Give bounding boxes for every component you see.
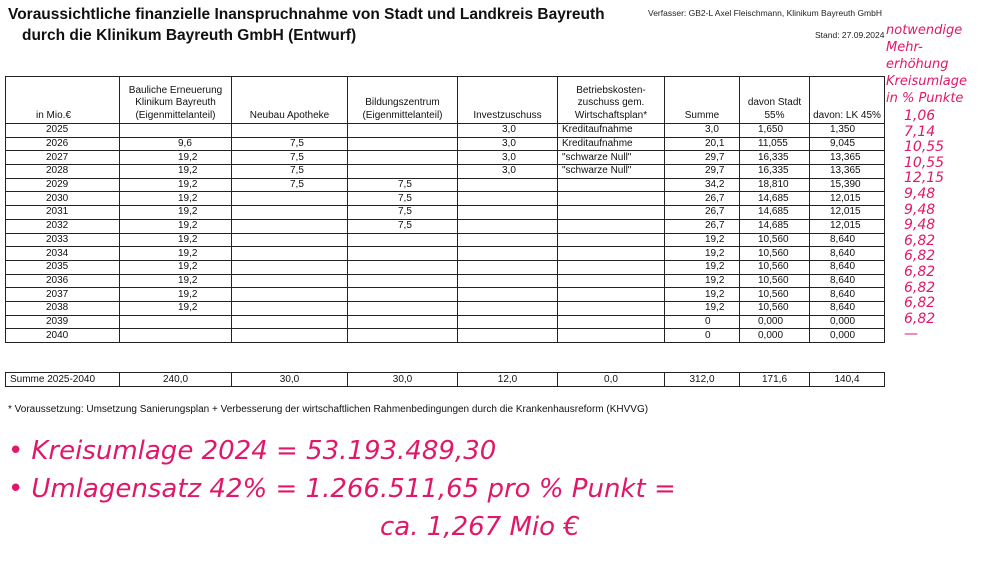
cell-bildungszentrum — [348, 260, 458, 274]
cell-bildungszentrum — [348, 233, 458, 247]
cell-davon-stadt: 14,685 — [740, 192, 810, 206]
cell-summe: 19,2 — [665, 233, 740, 247]
cell-davon-stadt: 10,560 — [740, 274, 810, 288]
cell-bauliche-erneuerung — [120, 124, 232, 138]
cell-neubau-apotheke — [232, 288, 348, 302]
cell-year: 2036 — [6, 274, 120, 288]
cell-summe: 0 — [665, 329, 740, 343]
cell-davon-lk: 8,640 — [810, 247, 885, 261]
table-row — [6, 165, 885, 179]
cell-betriebskostenzuschuss — [558, 219, 665, 233]
handwritten-line-1: • Kreisumlage 2024 = 53.193.489,30 — [8, 436, 497, 466]
cell-bildungszentrum: 7,5 — [348, 192, 458, 206]
cell-davon-stadt: 11,055 — [740, 137, 810, 151]
cell-davon-lk: 13,365 — [810, 151, 885, 165]
cell-bauliche-erneuerung: 19,2 — [120, 219, 232, 233]
sum-row — [6, 373, 885, 387]
cell-bauliche-erneuerung: 19,2 — [120, 301, 232, 315]
cell-summe: 19,2 — [665, 274, 740, 288]
cell-davon-lk: 8,640 — [810, 233, 885, 247]
cell-davon-lk: 0,000 — [810, 315, 885, 329]
cell-davon-lk: 8,640 — [810, 274, 885, 288]
table-row — [6, 137, 885, 151]
side-note-line: in % Punkte — [886, 91, 964, 106]
handwritten-side-note — [886, 22, 998, 343]
cell-davon-stadt: 10,560 — [740, 247, 810, 261]
cell-betriebskostenzuschuss — [558, 206, 665, 220]
cell-bildungszentrum — [348, 301, 458, 315]
cell-summe: 26,7 — [665, 206, 740, 220]
cell-davon-stadt: 14,685 — [740, 219, 810, 233]
cell-neubau-apotheke: 7,5 — [232, 151, 348, 165]
handwritten-line-1-text: Kreisumlage 2024 = 53.193.489,30 — [31, 436, 497, 466]
cell-bauliche-erneuerung: 19,2 — [120, 178, 232, 192]
sum-cell-year: Summe 2025-2040 — [6, 373, 120, 387]
cell-betriebskostenzuschuss — [558, 178, 665, 192]
table-row — [6, 151, 885, 165]
cell-investzuschuss — [458, 301, 558, 315]
cell-bauliche-erneuerung: 19,2 — [120, 247, 232, 261]
sum-cell-summe: 312,0 — [665, 373, 740, 387]
cell-summe: 19,2 — [665, 247, 740, 261]
cell-bildungszentrum — [348, 315, 458, 329]
cell-davon-stadt: 10,560 — [740, 288, 810, 302]
side-value: 12,15 — [904, 170, 945, 187]
cell-bauliche-erneuerung: 19,2 — [120, 274, 232, 288]
cell-bauliche-erneuerung — [120, 315, 232, 329]
cell-investzuschuss — [458, 315, 558, 329]
sum-cell-davon-lk: 140,4 — [810, 373, 885, 387]
side-note-line: Mehr- — [886, 40, 923, 55]
cell-summe: 20,1 — [665, 137, 740, 151]
cell-bildungszentrum — [348, 165, 458, 179]
cell-davon-stadt: 10,560 — [740, 233, 810, 247]
cell-neubau-apotheke: 7,5 — [232, 178, 348, 192]
cell-bildungszentrum — [348, 247, 458, 261]
cell-bildungszentrum — [348, 288, 458, 302]
column-header-bauliche-erneuerung: Bauliche Erneuerung Klinikum Bayreuth (Eigenmittelanteil) — [120, 77, 232, 124]
cell-neubau-apotheke — [232, 124, 348, 138]
title-line-1: Voraussichtliche finanzielle Inanspruchnahme von Stadt und Landkreis Bayreuth — [8, 6, 605, 23]
cell-investzuschuss — [458, 219, 558, 233]
cell-investzuschuss: 3,0 — [458, 165, 558, 179]
handwritten-line-2: • Umlagensatz 42% = 1.266.511,65 pro % Punkt = — [8, 474, 676, 504]
cell-davon-lk: 9,045 — [810, 137, 885, 151]
cell-davon-stadt: 18,810 — [740, 178, 810, 192]
column-header-davon-stadt: davon Stadt 55% — [740, 77, 810, 124]
cell-bauliche-erneuerung: 19,2 — [120, 288, 232, 302]
cell-bildungszentrum — [348, 137, 458, 151]
side-note-line: notwendige — [886, 23, 963, 38]
cell-investzuschuss — [458, 274, 558, 288]
cell-betriebskostenzuschuss — [558, 192, 665, 206]
cell-bildungszentrum — [348, 274, 458, 288]
table-row — [6, 247, 885, 261]
cell-year: 2034 — [6, 247, 120, 261]
cell-neubau-apotheke: 7,5 — [232, 137, 348, 151]
cell-investzuschuss — [458, 247, 558, 261]
cell-bauliche-erneuerung: 19,2 — [120, 165, 232, 179]
side-note-line: erhöhung — [886, 57, 949, 72]
sum-cell-neubau-apotheke: 30,0 — [232, 373, 348, 387]
cell-investzuschuss — [458, 206, 558, 220]
cell-bauliche-erneuerung: 19,2 — [120, 260, 232, 274]
cell-investzuschuss: 3,0 — [458, 151, 558, 165]
cell-year: 2030 — [6, 192, 120, 206]
cell-davon-lk: 8,640 — [810, 301, 885, 315]
cell-neubau-apotheke — [232, 260, 348, 274]
footnote: * Voraussetzung: Umsetzung Sanierungsplan + Verbesserung der wirtschaftlichen Rahmenbedingungen durch die Krankenhausreform (KHVVG) — [8, 404, 649, 415]
cell-betriebskostenzuschuss — [558, 288, 665, 302]
table-row — [6, 192, 885, 206]
cell-betriebskostenzuschuss — [558, 233, 665, 247]
side-value: 6,82 — [904, 248, 936, 265]
cell-investzuschuss — [458, 233, 558, 247]
cell-year: 2033 — [6, 233, 120, 247]
table-row — [6, 301, 885, 315]
document-title — [8, 4, 605, 46]
cell-summe: 3,0 — [665, 124, 740, 138]
cell-bildungszentrum — [348, 329, 458, 343]
table-row — [6, 124, 885, 138]
cell-year: 2035 — [6, 260, 120, 274]
table-row — [6, 260, 885, 274]
cell-year: 2029 — [6, 178, 120, 192]
side-value: 7,14 — [904, 123, 936, 140]
cell-investzuschuss: 3,0 — [458, 137, 558, 151]
side-value: 9,48 — [904, 185, 936, 202]
cell-bauliche-erneuerung: 19,2 — [120, 192, 232, 206]
cell-betriebskostenzuschuss: "schwarze Null" — [558, 151, 665, 165]
cell-summe: 19,2 — [665, 301, 740, 315]
side-note-line: Kreisumlage — [886, 74, 967, 89]
cell-summe: 19,2 — [665, 260, 740, 274]
cell-summe: 0 — [665, 315, 740, 329]
cell-bauliche-erneuerung: 19,2 — [120, 233, 232, 247]
cell-investzuschuss — [458, 192, 558, 206]
handwritten-line-2-text: Umlagensatz 42% = 1.266.511,65 pro % Punkt = — [31, 474, 676, 504]
cell-bildungszentrum: 7,5 — [348, 219, 458, 233]
cell-davon-stadt: 10,560 — [740, 301, 810, 315]
cell-neubau-apotheke — [232, 192, 348, 206]
cell-davon-lk: 12,015 — [810, 219, 885, 233]
side-value: 6,82 — [904, 232, 936, 249]
column-header-summe: Summe — [665, 77, 740, 124]
cell-year: 2026 — [6, 137, 120, 151]
cell-neubau-apotheke — [232, 274, 348, 288]
cell-year: 2038 — [6, 301, 120, 315]
handwritten-line-3: ca. 1,267 Mio € — [380, 512, 580, 542]
cell-davon-lk: 1,350 — [810, 124, 885, 138]
cell-davon-lk: 12,015 — [810, 192, 885, 206]
cell-bauliche-erneuerung: 19,2 — [120, 151, 232, 165]
cell-betriebskostenzuschuss — [558, 301, 665, 315]
cell-bauliche-erneuerung: 9,6 — [120, 137, 232, 151]
cell-bauliche-erneuerung — [120, 329, 232, 343]
column-header-investzuschuss: Investzuschuss — [458, 77, 558, 124]
table-row — [6, 233, 885, 247]
cell-betriebskostenzuschuss — [558, 315, 665, 329]
finance-table — [5, 76, 885, 343]
date-note: Stand: 27.09.2024 — [815, 30, 885, 40]
side-value: 10,55 — [904, 139, 945, 156]
cell-year: 2040 — [6, 329, 120, 343]
sum-cell-betriebskostenzuschuss: 0,0 — [558, 373, 665, 387]
table-row — [6, 178, 885, 192]
cell-betriebskostenzuschuss: Kreditaufnahme — [558, 137, 665, 151]
cell-bildungszentrum — [348, 151, 458, 165]
cell-davon-stadt: 16,335 — [740, 165, 810, 179]
sum-table — [5, 372, 885, 387]
cell-davon-stadt: 14,685 — [740, 206, 810, 220]
cell-davon-stadt: 0,000 — [740, 329, 810, 343]
cell-bildungszentrum — [348, 124, 458, 138]
side-value: 10,55 — [904, 154, 945, 171]
column-header-neubau-apotheke: Neubau Apotheke — [232, 77, 348, 124]
author-note: Verfasser: GB2-L Axel Fleischmann, Klinikum Bayreuth GmbH — [648, 8, 882, 18]
cell-davon-stadt: 0,000 — [740, 315, 810, 329]
cell-year: 2037 — [6, 288, 120, 302]
cell-betriebskostenzuschuss: "schwarze Null" — [558, 165, 665, 179]
cell-summe: 26,7 — [665, 192, 740, 206]
table-row — [6, 288, 885, 302]
cell-year: 2031 — [6, 206, 120, 220]
side-value: — — [904, 326, 918, 343]
side-value: 1,06 — [904, 108, 936, 124]
sum-cell-bildungszentrum: 30,0 — [348, 373, 458, 387]
cell-investzuschuss — [458, 260, 558, 274]
cell-summe: 26,7 — [665, 219, 740, 233]
cell-neubau-apotheke — [232, 219, 348, 233]
cell-year: 2025 — [6, 124, 120, 138]
cell-davon-stadt: 16,335 — [740, 151, 810, 165]
cell-year: 2027 — [6, 151, 120, 165]
column-header-davon-lk: davon: LK 45% — [810, 77, 885, 124]
cell-davon-lk: 15,390 — [810, 178, 885, 192]
cell-neubau-apotheke — [232, 315, 348, 329]
sum-cell-davon-stadt: 171,6 — [740, 373, 810, 387]
side-value: 6,82 — [904, 263, 936, 280]
cell-betriebskostenzuschuss — [558, 247, 665, 261]
cell-neubau-apotheke: 7,5 — [232, 165, 348, 179]
cell-betriebskostenzuschuss: Kreditaufnahme — [558, 124, 665, 138]
column-header-betriebskostenzuschuss: Betriebskosten-zuschuss gem. Wirtschaftsplan* — [558, 77, 665, 124]
side-value: 6,82 — [904, 295, 936, 312]
cell-neubau-apotheke — [232, 247, 348, 261]
cell-bildungszentrum: 7,5 — [348, 206, 458, 220]
cell-bildungszentrum: 7,5 — [348, 178, 458, 192]
cell-investzuschuss — [458, 329, 558, 343]
table-row — [6, 329, 885, 343]
cell-summe: 29,7 — [665, 151, 740, 165]
column-header-year: in Mio.€ — [6, 77, 120, 124]
cell-betriebskostenzuschuss — [558, 274, 665, 288]
table-row — [6, 274, 885, 288]
cell-neubau-apotheke — [232, 206, 348, 220]
cell-bauliche-erneuerung: 19,2 — [120, 206, 232, 220]
cell-summe: 29,7 — [665, 165, 740, 179]
cell-summe: 34,2 — [665, 178, 740, 192]
side-value: 9,48 — [904, 217, 936, 234]
cell-year: 2032 — [6, 219, 120, 233]
table-row — [6, 315, 885, 329]
cell-betriebskostenzuschuss — [558, 329, 665, 343]
cell-davon-lk: 0,000 — [810, 329, 885, 343]
table-row — [6, 219, 885, 233]
cell-davon-lk: 8,640 — [810, 260, 885, 274]
side-value: 9,48 — [904, 201, 936, 218]
side-value: 6,82 — [904, 279, 936, 296]
cell-davon-lk: 13,365 — [810, 165, 885, 179]
table-header-row — [6, 77, 885, 124]
cell-year: 2039 — [6, 315, 120, 329]
cell-davon-stadt: 10,560 — [740, 260, 810, 274]
cell-investzuschuss — [458, 288, 558, 302]
sum-cell-bauliche-erneuerung: 240,0 — [120, 373, 232, 387]
cell-neubau-apotheke — [232, 233, 348, 247]
title-line-2: durch die Klinikum Bayreuth GmbH (Entwurf) — [22, 27, 357, 44]
cell-investzuschuss — [458, 178, 558, 192]
table-row — [6, 206, 885, 220]
cell-neubau-apotheke — [232, 301, 348, 315]
sum-cell-investzuschuss: 12,0 — [458, 373, 558, 387]
column-header-bildungszentrum: Bildungszentrum (Eigenmittelanteil) — [348, 77, 458, 124]
cell-davon-lk: 8,640 — [810, 288, 885, 302]
side-value: 6,82 — [904, 310, 936, 327]
cell-betriebskostenzuschuss — [558, 260, 665, 274]
cell-summe: 19,2 — [665, 288, 740, 302]
cell-investzuschuss: 3,0 — [458, 124, 558, 138]
cell-year: 2028 — [6, 165, 120, 179]
cell-neubau-apotheke — [232, 329, 348, 343]
cell-davon-stadt: 1,650 — [740, 124, 810, 138]
cell-davon-lk: 12,015 — [810, 206, 885, 220]
